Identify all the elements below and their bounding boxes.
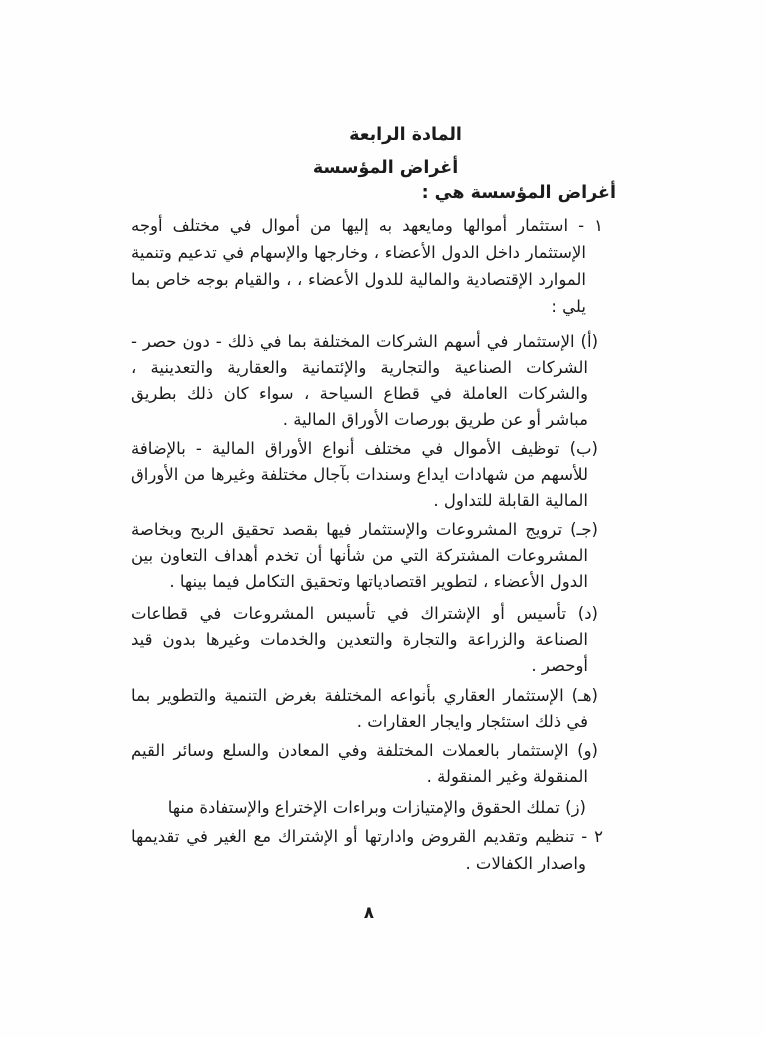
subitem-g-marker: (ز): [565, 798, 586, 817]
purpose-item-2: [131, 823, 603, 877]
subitem-d-text: تأسيس أو الإشتراك في تأسيس المشروعات في قطاعات الصناعة والزراعة والتجارة والتعدين والخدمات وغيرها بدون قيد أوحصر .: [131, 604, 588, 675]
subitem-f-text: الإستثمار بالعملات المختلفة وفي المعادن والسلع وسائر القيم المنقولة وغير المنقولة .: [131, 741, 588, 786]
section-title: أغراض المؤسسة: [312, 158, 459, 178]
item-2-marker: ٢ -: [581, 827, 603, 846]
purpose-subitem-g: [131, 795, 586, 821]
purpose-subitem-a: [131, 329, 598, 433]
subitem-f-marker: (و): [577, 741, 598, 760]
purpose-subitem-d: [131, 601, 598, 679]
purpose-subitem-f: [131, 738, 598, 790]
subitem-d-marker: (د): [577, 604, 598, 623]
subitem-e-marker: (هـ): [571, 686, 598, 705]
purpose-subitem-b: [131, 436, 598, 514]
article-title: المادة الرابعة: [349, 125, 462, 145]
purpose-subitem-e: [131, 683, 598, 735]
page-number: ٨: [363, 903, 374, 922]
purpose-subitem-c: [131, 517, 598, 595]
purpose-item-1: [131, 212, 603, 320]
item-2-text: تنظيم وتقديم القروض وادارتها أو الإشتراك مع الغير في تقديمها واصدار الكفالات .: [131, 827, 586, 873]
item-1-text: استثمار أموالها ومايعهد به إليها من أموال في مختلف أوجه الإستثمار داخل الدول الأعضاء ، وخارجها والإسهام في تدعيم وتنمية الموارد الإقتصادية والمالية للدول الأعضاء ، ، والقيام بوجه خاص بما يلي :: [131, 216, 586, 316]
subitem-b-marker: (ب): [569, 439, 598, 458]
subitem-c-marker: (جـ): [570, 520, 598, 539]
subitem-b-text: توظيف الأموال في مختلف أنواع الأوراق المالية - بالإضافة للأسهم من شهادات ايداع وسندات بآجال مختلفة وغيرها من الأوراق المالية القابلة للتداول .: [131, 439, 588, 510]
document-content: [131, 122, 616, 877]
subitem-e-text: الإستثمار العقاري بأنواعه المختلفة بغرض التنمية والتطوير بما في ذلك استئجار وايجار العقارات .: [131, 686, 588, 731]
subitem-a-marker: (أ): [580, 332, 599, 351]
purposes-heading: أغراض المؤسسة هي :: [421, 183, 616, 203]
item-1-marker: ١ -: [578, 216, 604, 235]
subitem-a-text: الإستثمار في أسهم الشركات المختلفة بما في ذلك - دون حصر - الشركات الصناعية والتجارية والإئتمانية والعقارية والتعدينية ، والشركات العاملة في قطاع السياحة ، سواء كان ذلك بطريق مباشر أو عن طريق بورصات الأوراق المالية .: [131, 332, 588, 429]
subitem-g-text: تملك الحقوق والإمتيازات وبراءات الإختراع والإستفادة منها: [167, 798, 560, 817]
subitem-c-text: ترويج المشروعات والإستثمار فيها بقصد تحقيق الربح وبخاصة المشروعات المشتركة التي من شأنها أن تخدم أهداف التعاون بين الدول الأعضاء ، لتطوير اقتصادياتها وتحقيق التكامل فيما بينها .: [131, 520, 588, 591]
